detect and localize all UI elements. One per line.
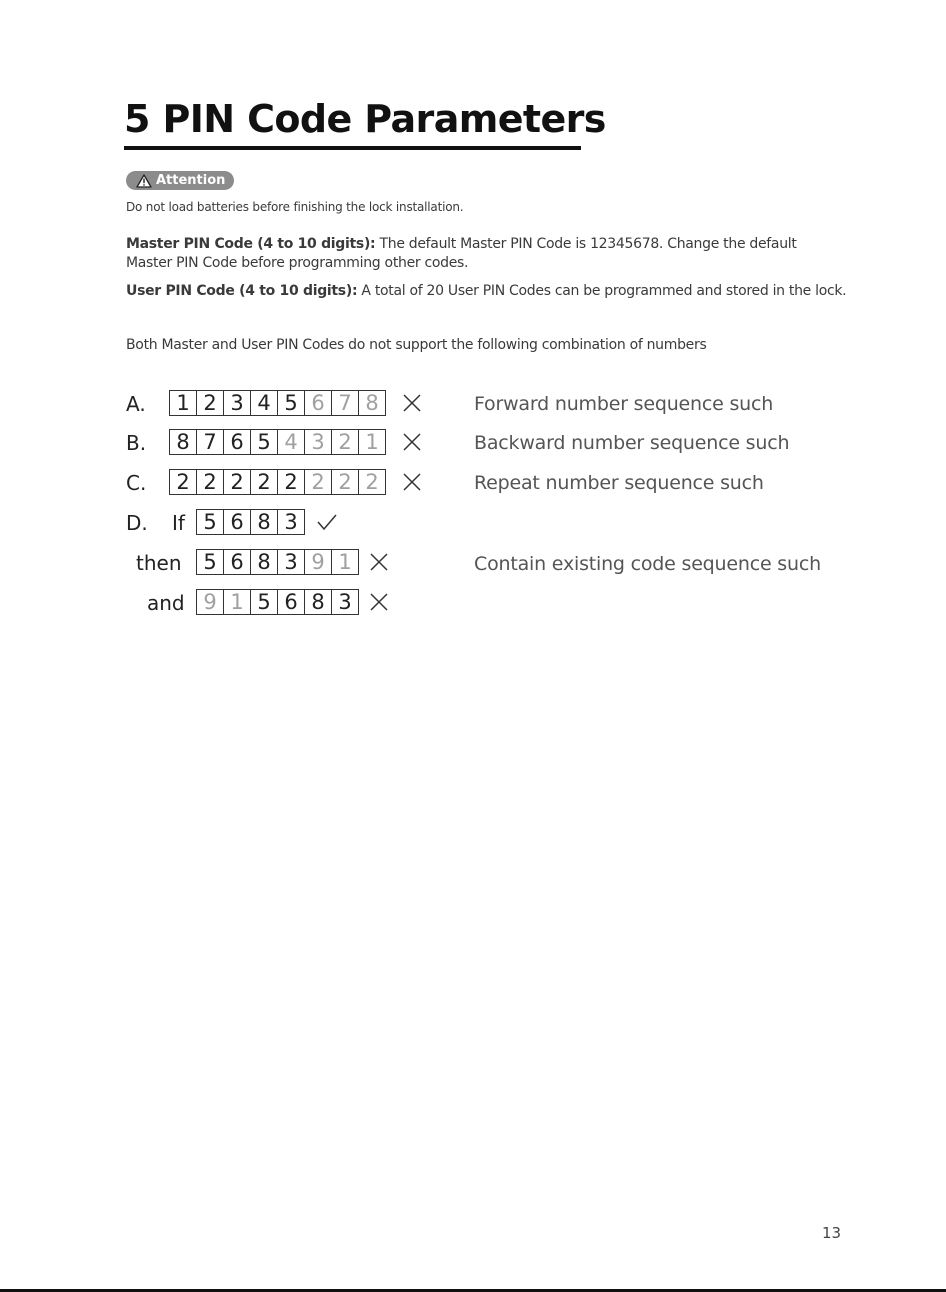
digit-box: 5: [250, 429, 278, 455]
digit-box: 1: [223, 589, 251, 615]
digit-box: 2: [196, 469, 224, 495]
example-label: C.: [126, 471, 147, 495]
digit-box: 9: [196, 589, 224, 615]
digit-box: 2: [304, 469, 332, 495]
combination-intro: Both Master and User PIN Codes do not support the following combination of numbers: [126, 337, 707, 353]
master-pin-text: The default Master PIN Code is 12345678. Change the default Master PIN Code before programming other codes.: [126, 236, 797, 271]
attention-label: Attention: [156, 173, 226, 188]
digit-box: 6: [223, 549, 251, 575]
digit-boxes: [196, 509, 305, 535]
digit-boxes: [196, 589, 359, 615]
digit-box: 5: [196, 509, 224, 535]
digit-box: 3: [331, 589, 359, 615]
digit-box: 9: [304, 549, 332, 575]
digit-box: 7: [331, 390, 359, 416]
digit-boxes: [169, 429, 386, 455]
digit-box: 6: [223, 509, 251, 535]
digit-box: 3: [223, 390, 251, 416]
digit-box: 2: [196, 390, 224, 416]
digit-box: 6: [223, 429, 251, 455]
digit-box: 3: [304, 429, 332, 455]
digit-box: 4: [277, 429, 305, 455]
cross-icon: [369, 592, 389, 612]
digit-box: 5: [277, 390, 305, 416]
digit-box: 2: [250, 469, 278, 495]
digit-boxes: [169, 390, 386, 416]
digit-box: 6: [304, 390, 332, 416]
check-icon: [317, 512, 337, 532]
digit-box: 8: [250, 549, 278, 575]
example-description: Contain existing code sequence such: [474, 553, 821, 575]
example-label: B.: [126, 431, 147, 455]
master-pin-paragraph: [126, 235, 842, 273]
cross-icon: [402, 393, 422, 413]
if-label: If: [172, 511, 185, 535]
warning-triangle-icon: [136, 174, 152, 188]
digit-box: 6: [277, 589, 305, 615]
digit-box: 8: [304, 589, 332, 615]
digit-box: 2: [331, 469, 359, 495]
digit-box: 2: [277, 469, 305, 495]
digit-box: 8: [250, 509, 278, 535]
digit-box: 7: [196, 429, 224, 455]
digit-box: 1: [169, 390, 197, 416]
page-number: 13: [822, 1224, 842, 1242]
title-underline: [124, 146, 581, 150]
example-label: D.: [126, 511, 148, 535]
cross-icon: [402, 472, 422, 492]
digit-boxes: [169, 469, 386, 495]
user-pin-text: A total of 20 User PIN Codes can be programmed and stored in the lock.: [357, 283, 847, 299]
digit-box: 1: [358, 429, 386, 455]
digit-box: 2: [331, 429, 359, 455]
then-label: then: [136, 551, 182, 575]
digit-box: 5: [250, 589, 278, 615]
attention-note: Do not load batteries before finishing the lock installation.: [126, 200, 464, 214]
digit-box: 1: [331, 549, 359, 575]
digit-box: 2: [358, 469, 386, 495]
digit-boxes: [196, 549, 359, 575]
example-description: Forward number sequence such: [474, 393, 774, 415]
digit-box: 3: [277, 549, 305, 575]
attention-badge: [126, 171, 234, 190]
example-label: A.: [126, 392, 146, 416]
digit-box: 2: [223, 469, 251, 495]
cross-icon: [369, 552, 389, 572]
digit-box: 8: [169, 429, 197, 455]
page-title: 5 PIN Code Parameters: [124, 97, 606, 141]
user-pin-label: User PIN Code (4 to 10 digits):: [126, 283, 358, 299]
master-pin-label: Master PIN Code (4 to 10 digits):: [126, 236, 376, 252]
example-description: Repeat number sequence such: [474, 472, 764, 494]
digit-box: 4: [250, 390, 278, 416]
digit-box: 8: [358, 390, 386, 416]
cross-icon: [402, 432, 422, 452]
user-pin-paragraph: [126, 282, 847, 301]
digit-box: 5: [196, 549, 224, 575]
and-label: and: [147, 591, 185, 615]
digit-box: 2: [169, 469, 197, 495]
example-description: Backward number sequence such: [474, 432, 790, 454]
digit-box: 3: [277, 509, 305, 535]
